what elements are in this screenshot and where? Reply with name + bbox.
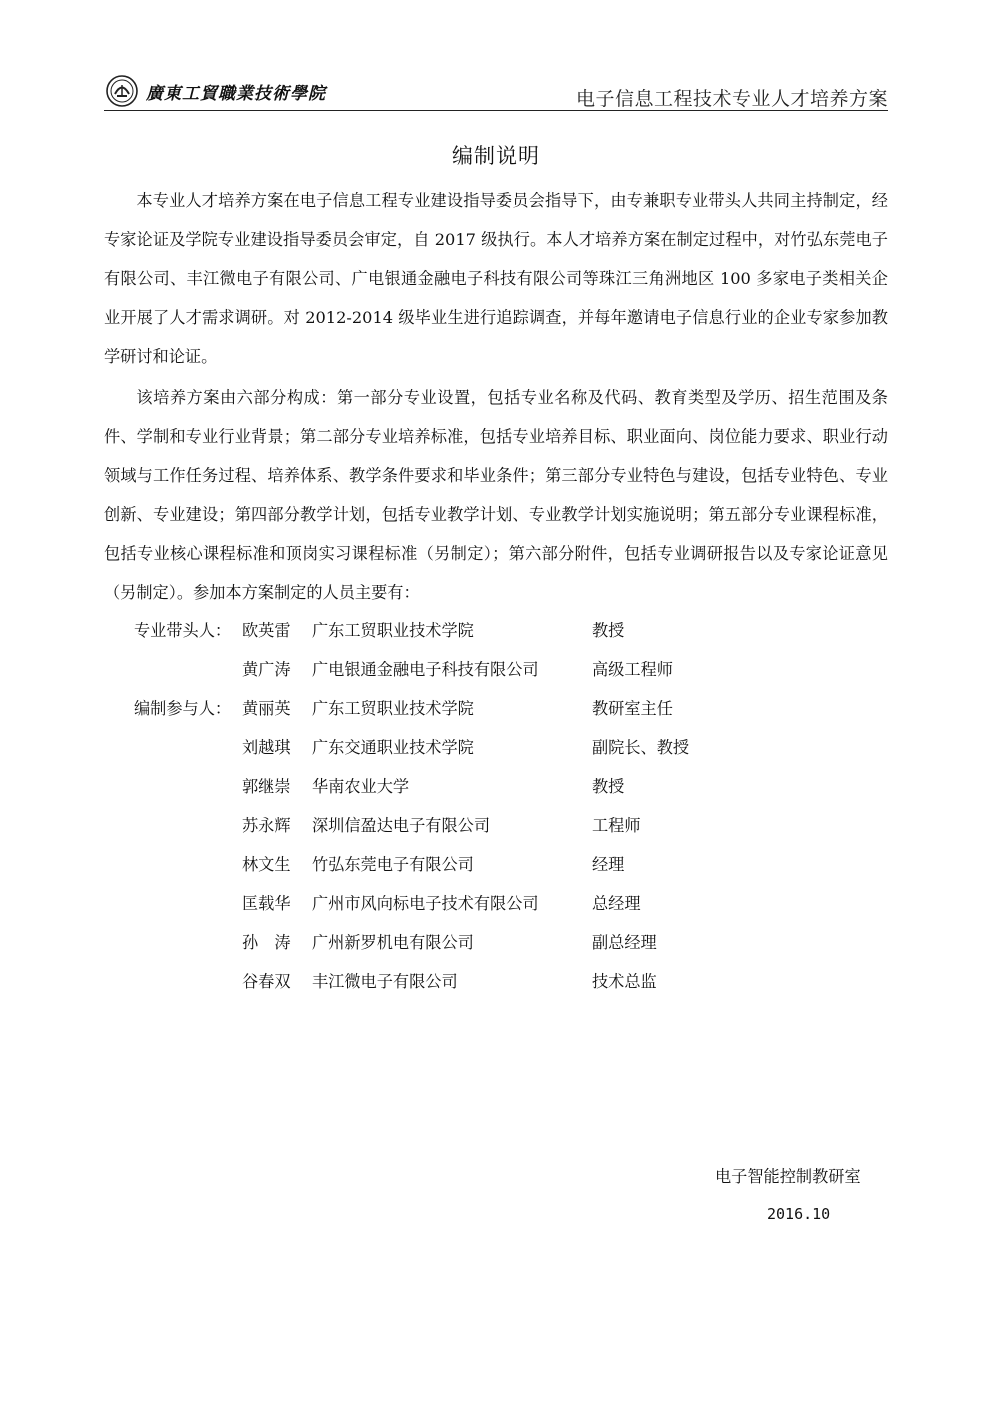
staff-name: 黄广涛 bbox=[242, 660, 291, 679]
page-header bbox=[104, 70, 888, 111]
staff-org: 深圳信盈达电子有限公司 bbox=[312, 816, 491, 835]
staff-position: 副院长、教授 bbox=[592, 738, 690, 757]
staff-name: 孙 涛 bbox=[242, 933, 291, 952]
staff-name: 刘越琪 bbox=[242, 738, 291, 757]
school-seal-icon bbox=[106, 75, 138, 107]
staff-name: 匡载华 bbox=[242, 894, 291, 913]
staff-org: 广东工贸职业技术学院 bbox=[312, 621, 474, 640]
staff-row bbox=[104, 650, 888, 689]
staff-name: 谷春双 bbox=[242, 972, 291, 991]
staff-name: 黄丽英 bbox=[242, 699, 291, 718]
staff-org: 竹弘东莞电子有限公司 bbox=[312, 855, 474, 874]
staff-org: 广电银通金融电子科技有限公司 bbox=[312, 660, 539, 679]
staff-org: 华南农业大学 bbox=[312, 777, 410, 796]
staff-position: 副总经理 bbox=[592, 933, 657, 952]
staff-list bbox=[104, 611, 888, 1001]
staff-org: 丰江微电子有限公司 bbox=[312, 972, 458, 991]
staff-row bbox=[104, 806, 888, 845]
school-logo bbox=[106, 74, 326, 108]
staff-position: 工程师 bbox=[592, 816, 641, 835]
staff-role: 编制参与人： bbox=[134, 699, 232, 718]
staff-position: 教授 bbox=[592, 621, 625, 640]
logo-text: 廣東工貿職業技術學院 bbox=[146, 83, 326, 104]
staff-role: 专业带头人： bbox=[134, 621, 232, 640]
staff-org: 广州市风向标电子技术有限公司 bbox=[312, 894, 539, 913]
footer-department: 电子智能控制教研室 bbox=[715, 1167, 861, 1186]
staff-position: 高级工程师 bbox=[592, 660, 673, 679]
staff-row bbox=[104, 611, 888, 650]
staff-row bbox=[104, 923, 888, 962]
staff-row bbox=[104, 962, 888, 1001]
footer-date: 2016.10 bbox=[767, 1205, 831, 1223]
header-title: 电子信息工程技术专业人才培养方案 bbox=[575, 88, 888, 110]
staff-name: 苏永辉 bbox=[242, 816, 291, 835]
paragraph-intro: 本专业人才培养方案在电子信息工程专业建设指导委员会指导下，由专兼职专业带头人共同主持制定，经专家论证及学院专业建设指导委员会审定，自 2017 级执行。本人才培养方案在制定过程中，对竹弘东莞电子有限公司、丰江微电子有限公司、广电银通金融电子科技有限公司等珠江三角洲地区 100 多家电子类相关企业开展了人才需求调研。对 2012-2014 级毕业生进行追踪调查，并每年邀请电子信息行业的企业专家参加教学研讨和论证。 bbox=[104, 191, 888, 366]
staff-org: 广东工贸职业技术学院 bbox=[312, 699, 474, 718]
staff-position: 经理 bbox=[592, 855, 625, 874]
staff-position: 教研室主任 bbox=[592, 699, 673, 718]
staff-position: 技术总监 bbox=[592, 972, 657, 991]
staff-row bbox=[104, 845, 888, 884]
staff-row bbox=[104, 689, 888, 728]
document-title: 编制说明 bbox=[452, 144, 540, 168]
staff-position: 总经理 bbox=[592, 894, 641, 913]
staff-name: 林文生 bbox=[242, 855, 291, 874]
staff-row bbox=[104, 728, 888, 767]
staff-org: 广东交通职业技术学院 bbox=[312, 738, 474, 757]
staff-name: 欧英雷 bbox=[242, 621, 291, 640]
staff-row bbox=[104, 884, 888, 923]
staff-row bbox=[104, 767, 888, 806]
staff-name: 郭继崇 bbox=[242, 777, 291, 796]
staff-position: 教授 bbox=[592, 777, 625, 796]
staff-org: 广州新罗机电有限公司 bbox=[312, 933, 474, 952]
paragraph-structure: 该培养方案由六部分构成：第一部分专业设置，包括专业名称及代码、教育类型及学历、招生范围及条件、学制和专业行业背景；第二部分专业培养标准，包括专业培养目标、职业面向、岗位能力要求、职业行动领域与工作任务过程、培养体系、教学条件要求和毕业条件；第三部分专业特色与建设，包括专业特色、专业创新、专业建设；第四部分教学计划，包括专业教学计划、专业教学计划实施说明；第五部分专业课程标准，包括专业核心课程标准和顶岗实习课程标准（另制定）；第六部分附件，包括专业调研报告以及专家论证意见（另制定）。参加本方案制定的人员主要有： bbox=[104, 388, 888, 602]
